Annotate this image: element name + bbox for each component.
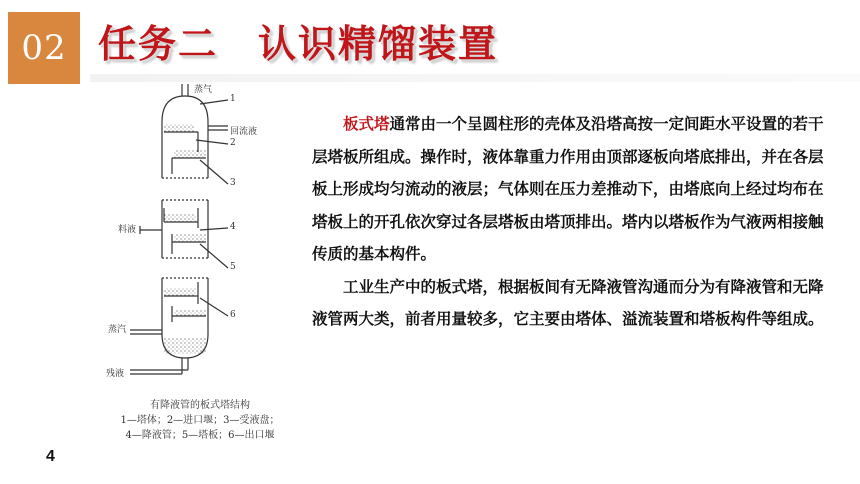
steam-label: 蒸汽: [108, 325, 127, 335]
column-top-dome: [162, 96, 208, 122]
caption-legend-2: 4—降液管；5—塔板；6—出口堰: [125, 430, 275, 441]
section-number-badge: 02: [8, 12, 80, 84]
task-label: 任务二: [98, 21, 219, 66]
callout-6: 6: [230, 310, 236, 320]
callout-2: 2: [230, 138, 236, 148]
paragraph-2: 工业生产中的板式塔，根据板间有无降液管沟通而分为有降液管和无降液管两大类，前者用量较多，它主要由塔体、溢流装置和塔板构件等组成。: [312, 277, 824, 328]
page-title: [98, 8, 498, 72]
vapor-top-label: 蒸气: [194, 85, 213, 95]
caption-legend-1: 1—塔体；2—进口堰；3—受液盘；: [120, 415, 280, 426]
callout-4: 4: [230, 222, 236, 232]
figure-caption: [100, 398, 300, 443]
title-underline: [90, 74, 860, 82]
page-number: 4: [46, 448, 55, 465]
title-text: 认识精馏装置: [258, 21, 499, 66]
column-drawing: [100, 82, 300, 394]
callout-1: 1: [230, 94, 236, 104]
paragraph-1-text: 通常由一个呈圆柱形的壳体及沿塔高按一定间距水平设置的若干层塔板所组成。操作时，液体靠重力作用由顶部逐板向塔底排出，并在各层板上形成均匀流动的液层；气体则在压力差推动下，由塔底向上经过均布在塔板上的开孔依次穿过各层塔板由塔顶排出。塔内以塔板作为气液两相接触传质的基本构件。: [312, 115, 824, 263]
feed-label: 料液: [118, 225, 137, 235]
callout-5: 5: [230, 262, 236, 272]
bottoms-label: 残液: [106, 369, 125, 379]
caption-title: 有降液管的板式塔结构: [150, 400, 250, 411]
callout-3: 3: [230, 178, 236, 188]
reflux-label: 回流液: [230, 127, 258, 137]
plate-column-diagram: [100, 82, 300, 450]
body-text: [312, 108, 830, 336]
paragraph-1: [312, 108, 830, 271]
term-highlight: 板式塔: [343, 115, 390, 133]
